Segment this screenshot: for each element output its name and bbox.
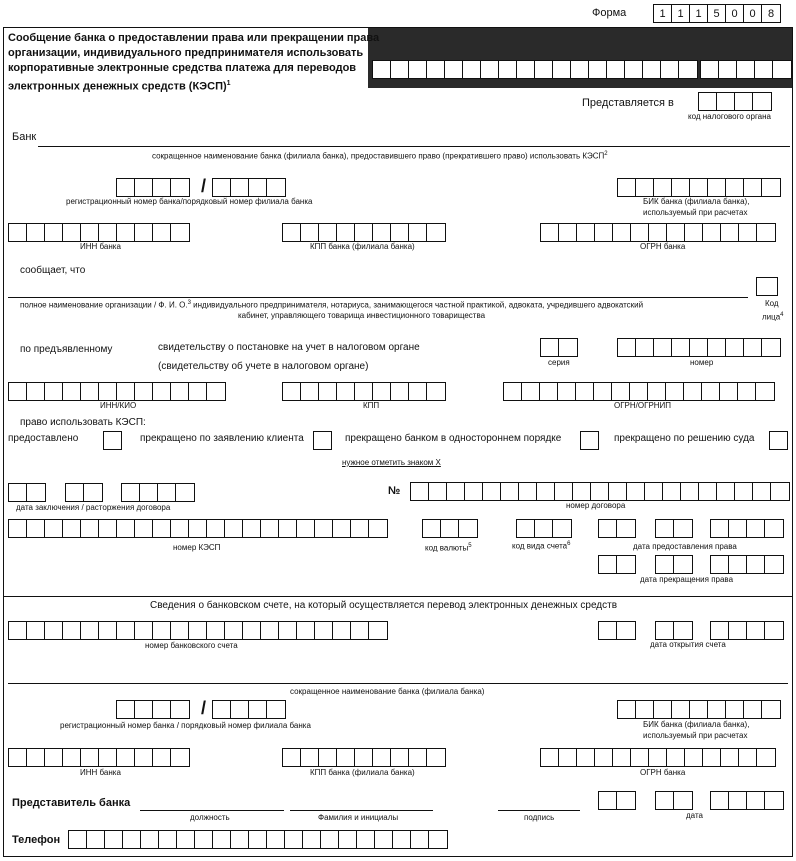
client-kpp-cells[interactable] bbox=[282, 382, 446, 401]
contract-number-caption: номер договора bbox=[566, 501, 626, 510]
sign-year-cells[interactable] bbox=[710, 791, 784, 810]
opt-client-checkbox[interactable] bbox=[313, 431, 332, 450]
cert-number-cells[interactable] bbox=[617, 338, 781, 357]
currency-code-caption: код валюты$^5$ bbox=[425, 543, 472, 553]
end-month-cells[interactable] bbox=[655, 555, 693, 574]
client-name-caption-2: кабинет, управляющего товарища инвестиционного товарищества bbox=[238, 311, 486, 320]
bank-label: Банк bbox=[12, 131, 37, 143]
account-heading: Сведения о банковском счете, на который осуществляется перевод электронных денежных средств bbox=[150, 600, 618, 611]
account-number-cells[interactable] bbox=[8, 621, 388, 640]
open-month-cells[interactable] bbox=[655, 621, 693, 640]
cert-series-caption: серия bbox=[548, 358, 570, 367]
account-bank-bik-cells[interactable] bbox=[617, 700, 781, 719]
bank-reg-number-cells[interactable] bbox=[116, 178, 190, 197]
opt-bank-checkbox[interactable] bbox=[580, 431, 599, 450]
tax-office-code-cells[interactable] bbox=[698, 92, 772, 111]
account-bank-kpp-cells[interactable] bbox=[282, 748, 446, 767]
account-bank-kpp-caption: КПП банка (филиала банка) bbox=[310, 768, 415, 777]
person-code-box[interactable] bbox=[756, 277, 778, 296]
reports-label: сообщает, что bbox=[20, 265, 86, 276]
opt-court-label: прекращено по решению суда bbox=[614, 433, 755, 444]
bank-short-name-caption: сокращенное наименование банка (филиала банка), предоставившего право (прекратившего право) использовать КЭСП$^2$ bbox=[152, 151, 608, 161]
open-date-caption: дата открытия счета bbox=[650, 640, 726, 649]
position-line[interactable] bbox=[140, 810, 284, 811]
opt-client-label: прекращено по заявлению клиента bbox=[140, 433, 304, 444]
account-bank-name-line[interactable] bbox=[8, 683, 788, 684]
bank-reg-caption: регистрационный номер банка/порядковый номер филиала банка bbox=[66, 197, 313, 206]
grant-month-cells[interactable] bbox=[655, 519, 693, 538]
kesp-number-caption: номер КЭСП bbox=[173, 543, 221, 552]
contract-number-sign: № bbox=[388, 485, 401, 497]
bank-bik-caption-1: БИК банка (филиала банка), bbox=[643, 197, 750, 206]
opt-bank-label: прекращено банком в одностороннем порядке bbox=[345, 433, 562, 444]
submitted-label: Представляется в bbox=[582, 97, 674, 109]
cert-label-1: свидетельству о постановке на учет в налоговом органе bbox=[158, 342, 420, 353]
sign-day-cells[interactable] bbox=[598, 791, 636, 810]
sign-month-cells[interactable] bbox=[655, 791, 693, 810]
client-name-line[interactable] bbox=[8, 297, 748, 298]
account-bank-bik-caption-2: используемый при расчетах bbox=[643, 731, 748, 740]
form-title: Сообщение банка о предоставлении права или прекращении права организации, индивидуального предпринимателя использовать корпоративные электронные средства платежа для переводов электронных денежных средств (КЭСП)$^1$ bbox=[8, 32, 380, 93]
person-code-label-1: Код bbox=[765, 299, 779, 308]
contract-month-cells[interactable] bbox=[65, 483, 103, 502]
open-day-cells[interactable] bbox=[598, 621, 636, 640]
bank-bik-cells[interactable] bbox=[617, 178, 781, 197]
contract-date-caption: дата заключения / расторжения договора bbox=[16, 503, 171, 512]
client-kpp-caption: КПП bbox=[363, 401, 380, 410]
position-caption: должность bbox=[190, 813, 230, 822]
contract-day-cells[interactable] bbox=[8, 483, 46, 502]
contract-number-cells[interactable] bbox=[410, 482, 790, 501]
name-caption: Фамилия и инициалы bbox=[318, 813, 399, 822]
grant-date-caption: дата предоставления права bbox=[633, 542, 737, 551]
end-date-caption: дата прекращения права bbox=[640, 575, 734, 584]
account-bank-bik-caption-1: БИК банка (филиала банка), bbox=[643, 720, 750, 729]
account-bank-branch-cells[interactable] bbox=[212, 700, 286, 719]
header-cells-1[interactable] bbox=[372, 60, 698, 79]
account-bank-ogrn-cells[interactable] bbox=[540, 748, 776, 767]
bank-kpp-caption: КПП банка (филиала банка) bbox=[310, 242, 415, 251]
bank-bik-caption-2: используемый при расчетах bbox=[643, 208, 748, 217]
client-ogrn-caption: ОГРН/ОГРНИП bbox=[614, 401, 672, 410]
client-name-caption-1: полное наименование организации / Ф. И. О.$^3$ индивидуального предпринимателя, нотариуса, занимающегося частной практикой, адвоката, учредившего адвокатский bbox=[20, 300, 644, 310]
bank-branch-number-cells[interactable] bbox=[212, 178, 286, 197]
phone-label: Телефон bbox=[12, 834, 61, 846]
end-year-cells[interactable] bbox=[710, 555, 784, 574]
account-bank-reg-caption: регистрационный номер банка / порядковый номер филиала банка bbox=[60, 721, 311, 730]
header-dark-band bbox=[368, 28, 792, 88]
right-note: нужное отметить знаком Х bbox=[342, 458, 441, 467]
representative-label: Представитель банка bbox=[12, 797, 131, 809]
account-bank-reg-cells[interactable] bbox=[116, 700, 190, 719]
grant-day-cells[interactable] bbox=[598, 519, 636, 538]
account-number-caption: номер банковского счета bbox=[145, 641, 238, 650]
signature-line[interactable] bbox=[498, 810, 580, 811]
bank-name-line[interactable] bbox=[38, 146, 790, 147]
bank-kpp-cells[interactable] bbox=[282, 223, 446, 242]
header-cells-2[interactable] bbox=[700, 60, 792, 79]
right-label: право использовать КЭСП: bbox=[20, 417, 146, 428]
end-day-cells[interactable] bbox=[598, 555, 636, 574]
contract-year-cells[interactable] bbox=[121, 483, 195, 502]
client-ogrn-cells[interactable] bbox=[503, 382, 775, 401]
slash-separator-2: / bbox=[201, 698, 207, 718]
bank-inn-caption: ИНН банка bbox=[80, 242, 121, 251]
account-type-cells[interactable] bbox=[516, 519, 572, 538]
opt-court-checkbox[interactable] bbox=[769, 431, 788, 450]
presented-label: по предъявленному bbox=[20, 344, 113, 355]
currency-code-cells[interactable] bbox=[422, 519, 478, 538]
account-bank-inn-cells[interactable] bbox=[8, 748, 190, 767]
cert-series-cells[interactable] bbox=[540, 338, 578, 357]
form-code-cells: 1 1 1 5 0 0 8 bbox=[653, 4, 781, 23]
open-year-cells[interactable] bbox=[710, 621, 784, 640]
bank-ogrn-cells[interactable] bbox=[540, 223, 776, 242]
name-line[interactable] bbox=[290, 810, 433, 811]
account-bank-ogrn-caption: ОГРН банка bbox=[640, 768, 686, 777]
bank-ogrn-caption: ОГРН банка bbox=[640, 242, 686, 251]
client-inn-caption: ИНН/КИО bbox=[100, 401, 137, 410]
opt-granted-label: предоставлено bbox=[8, 433, 79, 444]
account-bank-inn-caption: ИНН банка bbox=[80, 768, 121, 777]
slash-separator: / bbox=[201, 176, 207, 196]
cert-label-2: (свидетельству об учете в налоговом органе) bbox=[158, 361, 369, 372]
grant-year-cells[interactable] bbox=[710, 519, 784, 538]
signature-caption: подпись bbox=[524, 813, 555, 822]
client-inn-cells[interactable] bbox=[8, 382, 226, 401]
account-bank-short-caption: сокращенное наименование банка (филиала банка) bbox=[290, 687, 485, 696]
person-code-label-2: лица$^4$ bbox=[762, 312, 784, 322]
sign-date-caption: дата bbox=[686, 811, 703, 820]
form-label: Форма bbox=[592, 7, 627, 19]
account-type-caption: код вида счета$^6$ bbox=[512, 541, 571, 551]
opt-granted-checkbox[interactable] bbox=[103, 431, 122, 450]
bank-inn-cells[interactable] bbox=[8, 223, 190, 242]
phone-cells[interactable] bbox=[68, 830, 448, 849]
tax-office-code-caption: код налогового органа bbox=[688, 112, 771, 121]
cert-number-caption: номер bbox=[690, 358, 714, 367]
section-divider bbox=[4, 596, 792, 597]
kesp-number-cells[interactable] bbox=[8, 519, 388, 538]
